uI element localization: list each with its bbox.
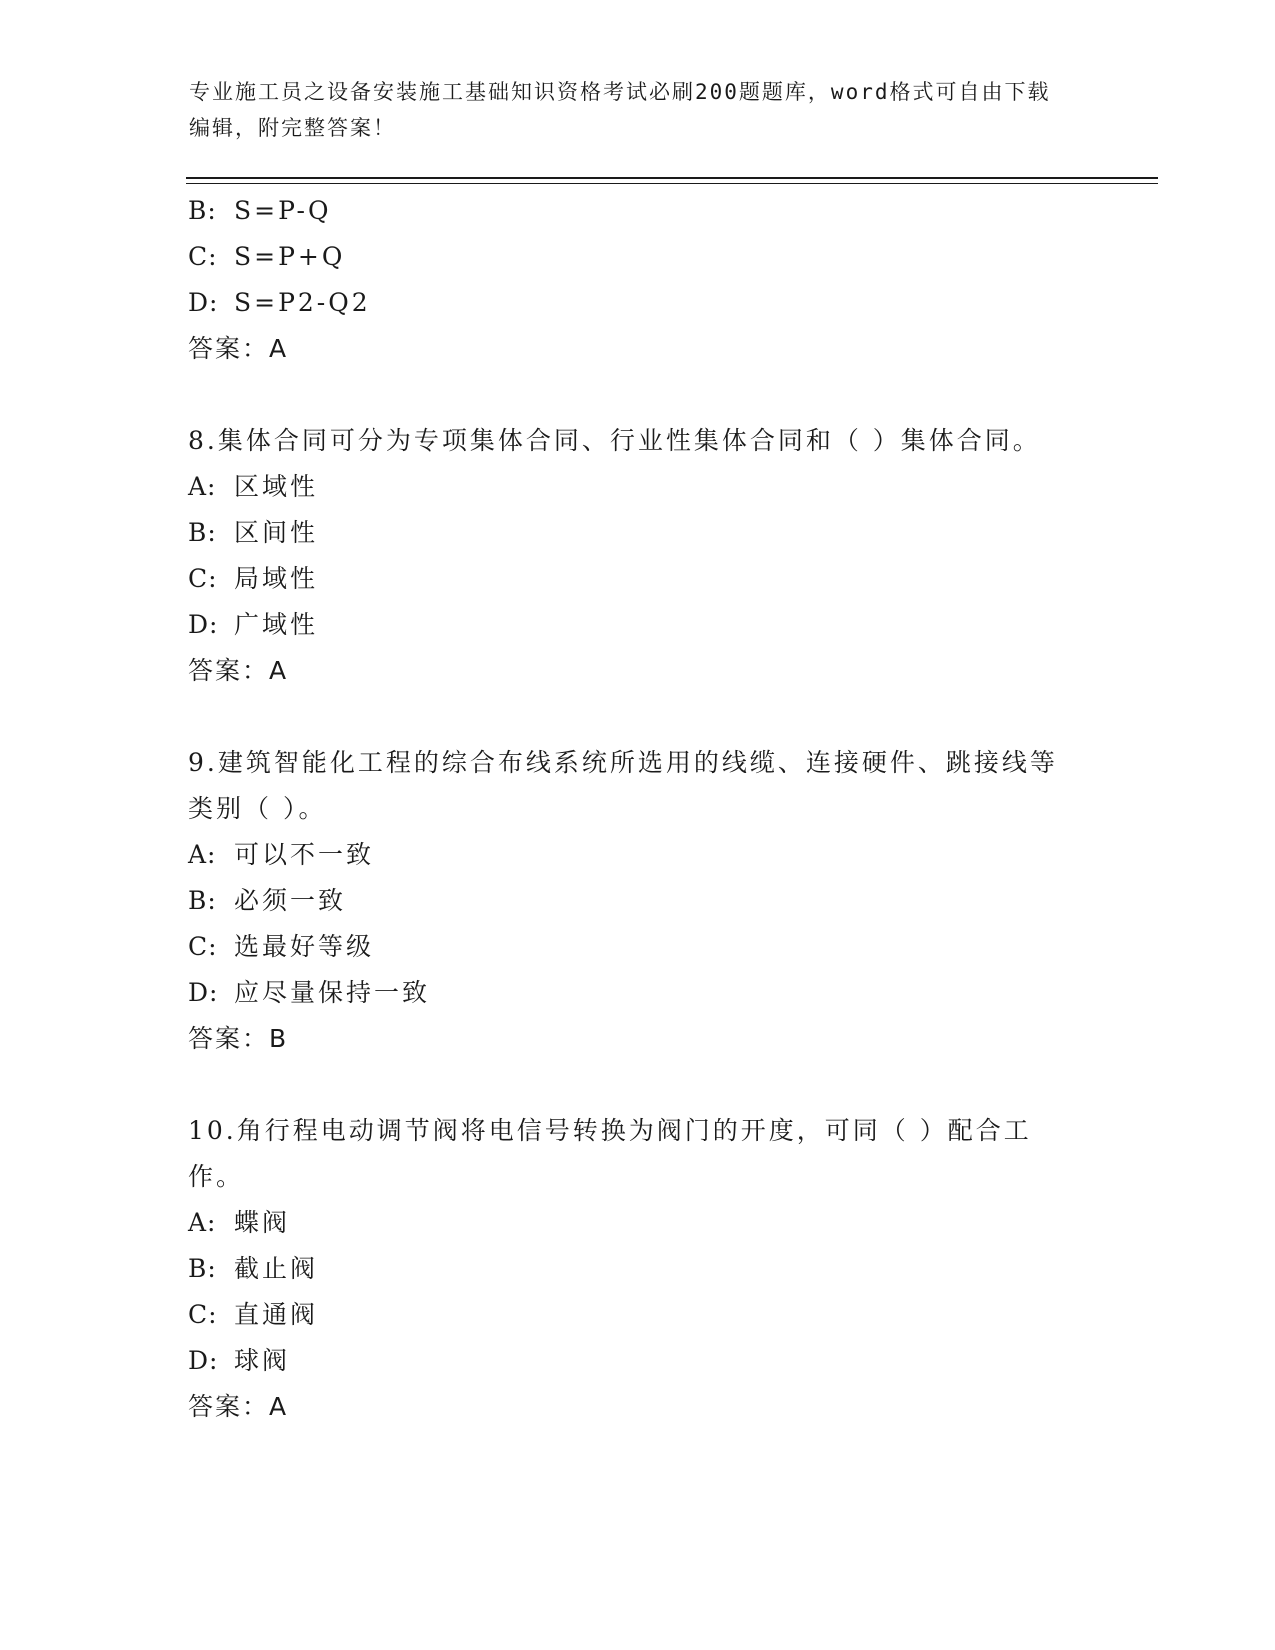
header-title: 专业施工员之设备安装施工基础知识资格考试必刷200题题库，word格式可自由下载编辑，附完整答案！ [189, 80, 1051, 140]
option-label: C: [188, 564, 218, 593]
option-text: 截止阀 [234, 1254, 319, 1283]
option-label: D: [188, 610, 219, 639]
option-text: 直通阀 [234, 1300, 319, 1329]
question-stem: 10.角行程电动调节阀将电信号转换为阀门的开度，可同（ ）配合工作。 [188, 1116, 1032, 1191]
option-label: D: [188, 1346, 219, 1375]
document-header [189, 74, 1069, 146]
option-text: 区域性 [234, 472, 319, 501]
option-label: A: [188, 1208, 217, 1237]
option-row [188, 602, 1088, 648]
option-row [188, 556, 1088, 602]
option-text: 局域性 [234, 564, 319, 593]
option-row [188, 1338, 1088, 1384]
option-label: C: [188, 242, 218, 271]
header-rule-thick [186, 177, 1158, 179]
answer-line: 答案：A [188, 334, 289, 363]
option-row [188, 188, 1088, 234]
option-row [188, 1292, 1088, 1338]
option-row [188, 878, 1088, 924]
answer-line: 答案：A [188, 1392, 289, 1421]
option-text: 广域性 [234, 610, 319, 639]
option-row [188, 1246, 1088, 1292]
option-text: S=P+Q [234, 242, 346, 271]
option-label: D: [188, 978, 219, 1007]
spacer [188, 1062, 1088, 1108]
answer-line: 答案：B [188, 1024, 289, 1053]
option-row [188, 510, 1088, 556]
question-8 [188, 418, 1088, 694]
question-stem: 9.建筑智能化工程的综合布线系统所选用的线缆、连接硬件、跳接线等类别（ ）。 [188, 748, 1058, 823]
option-label: B: [188, 1254, 217, 1283]
option-row [188, 464, 1088, 510]
option-text: 选最好等级 [234, 932, 375, 961]
option-text: 必须一致 [234, 886, 347, 915]
option-row [188, 832, 1088, 878]
option-text: S=P-Q [234, 196, 332, 225]
option-label: A: [188, 472, 217, 501]
option-label: C: [188, 932, 218, 961]
option-row [188, 234, 1088, 280]
option-row [188, 280, 1088, 326]
option-text: S=P2-Q2 [234, 288, 371, 317]
option-label: C: [188, 1300, 218, 1329]
option-label: B: [188, 518, 217, 547]
option-row [188, 924, 1088, 970]
option-text: 区间性 [234, 518, 319, 547]
answer-line: 答案：A [188, 656, 289, 685]
question-stem: 8.集体合同可分为专项集体合同、行业性集体合同和（ ）集体合同。 [188, 426, 1041, 455]
option-text: 蝶阀 [234, 1208, 291, 1237]
option-text: 可以不一致 [234, 840, 375, 869]
option-label: D: [188, 288, 219, 317]
header-rule-thin [186, 183, 1158, 184]
question-7-tail [188, 188, 1088, 372]
option-label: B: [188, 196, 217, 225]
option-text: 应尽量保持一致 [234, 978, 431, 1007]
question-10 [188, 1108, 1088, 1430]
option-label: B: [188, 886, 217, 915]
spacer [188, 694, 1088, 740]
option-label: A: [188, 840, 217, 869]
question-9 [188, 740, 1088, 1062]
option-text: 球阀 [234, 1346, 291, 1375]
question-content [188, 188, 1088, 1430]
spacer [188, 372, 1088, 418]
option-row [188, 970, 1088, 1016]
option-row [188, 1200, 1088, 1246]
